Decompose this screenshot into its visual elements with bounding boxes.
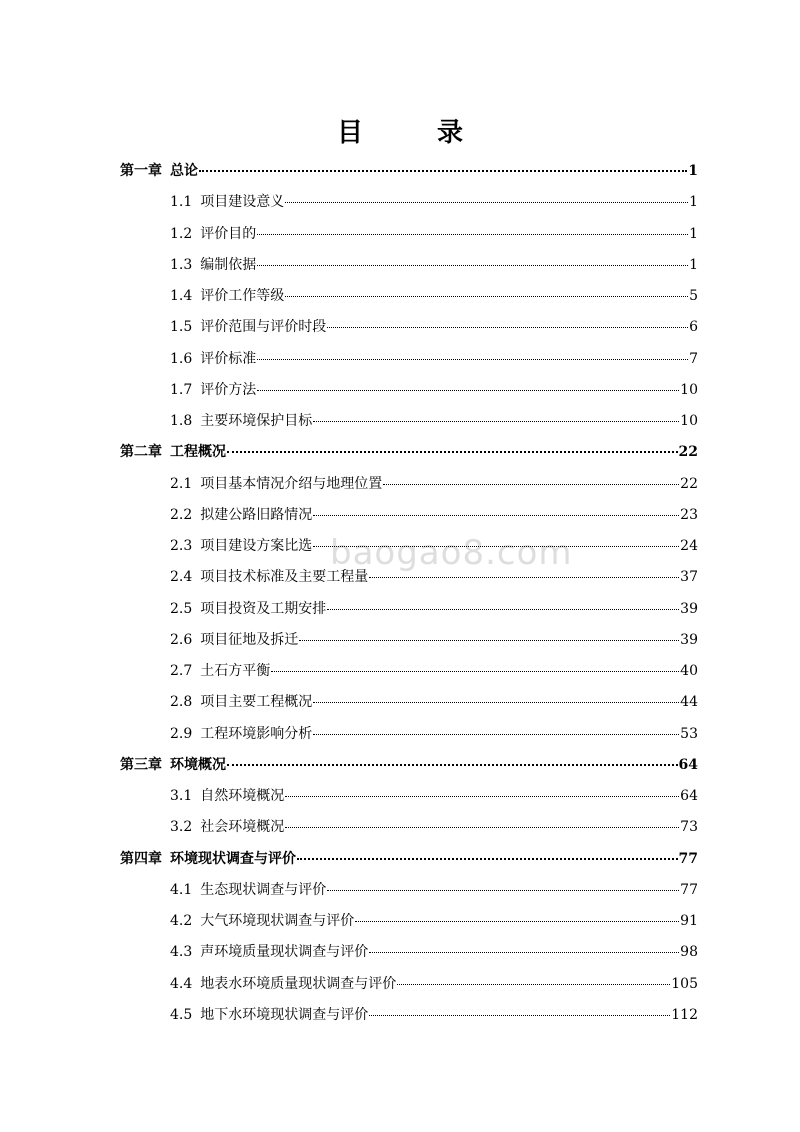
toc-leader-dots — [297, 858, 678, 860]
toc-page-number: 22 — [680, 475, 698, 492]
toc-entry-label: 项目投资及工期安排 — [200, 600, 327, 617]
toc-entry-number: 2.1 — [170, 475, 193, 492]
toc-page-number: 1 — [689, 194, 698, 211]
toc-entry-number: 2.5 — [170, 600, 193, 617]
toc-leader-dots — [369, 577, 679, 578]
toc-entry-label: 评价方法 — [200, 381, 257, 398]
toc-entry-label: 评价标准 — [200, 350, 257, 367]
toc-leader-dots — [383, 484, 679, 485]
toc-section-entry[interactable] — [170, 223, 698, 245]
toc-section-entry[interactable] — [170, 254, 698, 276]
toc-page-number: 105 — [671, 975, 698, 992]
toc-page-number: 22 — [678, 444, 698, 461]
toc-leader-dots — [397, 984, 670, 985]
toc-entry-label: 项目建设方案比选 — [200, 538, 313, 554]
toc-entry-number: 1.8 — [170, 413, 193, 429]
toc-leader-dots — [285, 827, 679, 828]
toc-chapter-entry[interactable] — [120, 848, 698, 870]
toc-entry-label: 项目征地及拆迁 — [200, 631, 299, 648]
toc-page-number: 77 — [680, 881, 698, 898]
toc-entry-number: 1.1 — [170, 194, 193, 211]
toc-entry-label: 大气环境现状调查与评价 — [200, 913, 355, 929]
toc-leader-dots — [369, 1015, 670, 1016]
toc-page-number: 91 — [680, 913, 698, 929]
toc-section-entry[interactable] — [170, 348, 698, 370]
toc-section-entry[interactable] — [170, 629, 698, 651]
toc-entry-number: 4.3 — [170, 944, 193, 961]
toc-entry-label: 评价工作等级 — [200, 288, 285, 304]
toc-leader-dots — [313, 515, 679, 516]
toc-entry-number: 2.6 — [170, 631, 193, 648]
toc-entry-label: 声环境质量现状调查与评价 — [200, 944, 369, 961]
toc-page-number: 112 — [671, 1006, 698, 1023]
toc-section-entry[interactable] — [170, 504, 698, 526]
toc-entry-label: 社会环境概况 — [200, 819, 285, 836]
toc-page-number: 64 — [680, 788, 698, 804]
toc-page-number: 1 — [688, 163, 698, 179]
toc-page-number: 10 — [680, 413, 698, 429]
toc-page-number: 7 — [689, 350, 698, 367]
toc-page-number: 23 — [680, 506, 698, 523]
toc-entry-number: 2.7 — [170, 663, 193, 679]
toc-leader-dots — [285, 796, 679, 797]
toc-leader-dots — [313, 734, 679, 735]
toc-leader-dots — [227, 451, 678, 453]
toc-entry-number: 4.4 — [170, 975, 193, 992]
toc-entry-label: 项目建设意义 — [200, 194, 285, 211]
toc-entry-label: 总论 — [170, 163, 198, 179]
toc-leader-dots — [285, 296, 688, 297]
toc-section-entry[interactable] — [170, 785, 698, 807]
toc-entry-number: 1.3 — [170, 256, 193, 273]
toc-entry-number: 1.2 — [170, 225, 193, 242]
toc-entry-label: 自然环境概况 — [200, 788, 285, 804]
watermark: baogao8.com — [330, 533, 573, 573]
toc-entry-number: 3.1 — [170, 788, 193, 804]
toc-entry-number: 1.4 — [170, 288, 193, 304]
toc-page-number: 64 — [678, 756, 698, 773]
toc-section-entry[interactable] — [170, 660, 698, 682]
toc-section-entry[interactable] — [170, 1004, 698, 1026]
toc-page-number: 98 — [680, 944, 698, 961]
toc-entry-label: 环境现状调查与评价 — [170, 850, 296, 867]
toc-leader-dots — [299, 640, 679, 641]
toc-entry-label: 评价目的 — [200, 225, 257, 242]
toc-section-entry[interactable] — [170, 379, 698, 401]
toc-section-entry[interactable] — [170, 910, 698, 932]
toc-leader-dots — [257, 359, 688, 360]
toc-section-entry[interactable] — [170, 816, 698, 838]
toc-leader-dots — [257, 234, 688, 235]
toc-entry-label: 地下水环境现状调查与评价 — [200, 1006, 369, 1023]
toc-entry-number: 1.7 — [170, 381, 193, 398]
toc-entry-label: 项目技术标准及主要工程量 — [200, 569, 369, 586]
toc-entry-number: 4.2 — [170, 913, 193, 929]
toc-entry-number: 1.5 — [170, 319, 193, 336]
toc-page-number: 39 — [680, 631, 698, 648]
toc-chapter-entry[interactable] — [120, 160, 698, 182]
toc-section-entry[interactable] — [170, 879, 698, 901]
toc-page-number: 40 — [680, 663, 698, 679]
toc-entry-label: 地表水环境质量现状调查与评价 — [200, 975, 397, 992]
toc-page-number: 39 — [680, 600, 698, 617]
toc-page-number: 37 — [680, 569, 698, 586]
toc-chapter-entry[interactable] — [120, 754, 698, 776]
toc-page-number: 77 — [678, 850, 698, 867]
toc-page-number: 44 — [680, 694, 698, 711]
toc-page-number: 10 — [680, 381, 698, 398]
toc-entry-number: 2.4 — [170, 569, 193, 586]
toc-leader-dots — [369, 952, 679, 953]
toc-section-entry[interactable] — [170, 473, 698, 495]
toc-entry-number: 3.2 — [170, 819, 193, 836]
toc-leader-dots — [327, 890, 679, 891]
toc-entry-label: 生态现状调查与评价 — [200, 881, 327, 898]
toc-section-entry[interactable] — [170, 598, 698, 620]
toc-section-entry[interactable] — [170, 566, 698, 588]
toc-entry-label: 工程环境影响分析 — [200, 725, 313, 742]
toc-entry-number: 第四章 — [120, 850, 162, 867]
toc-page-number: 1 — [689, 256, 698, 273]
toc-section-entry[interactable] — [170, 285, 698, 307]
toc-entry-label: 主要环境保护目标 — [200, 413, 313, 429]
page-title: 目 录 — [336, 118, 487, 148]
toc-entry-label: 评价范围与评价时段 — [200, 319, 327, 336]
toc-leader-dots — [313, 546, 679, 547]
toc-section-entry[interactable] — [170, 723, 698, 745]
toc-entry-number: 2.3 — [170, 538, 193, 554]
toc-entry-label: 项目主要工程概况 — [200, 694, 313, 711]
toc-entry-number: 2.9 — [170, 725, 193, 742]
toc-section-entry[interactable] — [170, 973, 698, 995]
toc-entry-label: 环境概况 — [170, 756, 226, 773]
toc-section-entry[interactable] — [170, 316, 698, 338]
toc-entry-label: 土石方平衡 — [200, 663, 271, 679]
toc-entry-label: 拟建公路旧路情况 — [200, 506, 313, 523]
toc-entry-label: 工程概况 — [170, 444, 226, 461]
toc-leader-dots — [271, 671, 679, 672]
toc-entry-number: 2.2 — [170, 506, 193, 523]
toc-leader-dots — [199, 170, 687, 172]
toc-leader-dots — [313, 421, 679, 422]
toc-page-number: 1 — [689, 225, 698, 242]
toc-leader-dots — [257, 390, 679, 391]
toc-chapter-entry[interactable] — [120, 441, 698, 463]
toc-section-entry[interactable] — [170, 691, 698, 713]
toc-leader-dots — [355, 921, 679, 922]
toc-section-entry[interactable] — [170, 410, 698, 432]
toc-leader-dots — [313, 702, 679, 703]
toc-entry-number: 2.8 — [170, 694, 193, 711]
toc-section-entry[interactable] — [170, 191, 698, 213]
toc-page-number: 73 — [680, 819, 698, 836]
toc-page-number: 5 — [689, 288, 698, 304]
toc-leader-dots — [257, 265, 688, 266]
toc-section-entry[interactable] — [170, 941, 698, 963]
toc-page-number: 53 — [680, 725, 698, 742]
toc-entry-number: 4.5 — [170, 1006, 193, 1023]
toc-entry-number: 第三章 — [120, 756, 162, 773]
toc-leader-dots — [285, 202, 688, 203]
toc-entry-number: 1.6 — [170, 350, 193, 367]
toc-leader-dots — [327, 327, 688, 328]
toc-entry-label: 编制依据 — [200, 256, 257, 273]
toc-entry-label: 项目基本情况介绍与地理位置 — [200, 475, 383, 492]
toc-entry-number: 第一章 — [120, 163, 162, 179]
toc-leader-dots — [327, 609, 679, 610]
toc-section-entry[interactable] — [170, 535, 698, 557]
toc-entry-number: 第二章 — [120, 444, 162, 461]
toc-page-number: 6 — [689, 319, 698, 336]
toc-entry-number: 4.1 — [170, 881, 193, 898]
toc-leader-dots — [227, 764, 678, 766]
toc-page-number: 24 — [680, 538, 698, 554]
